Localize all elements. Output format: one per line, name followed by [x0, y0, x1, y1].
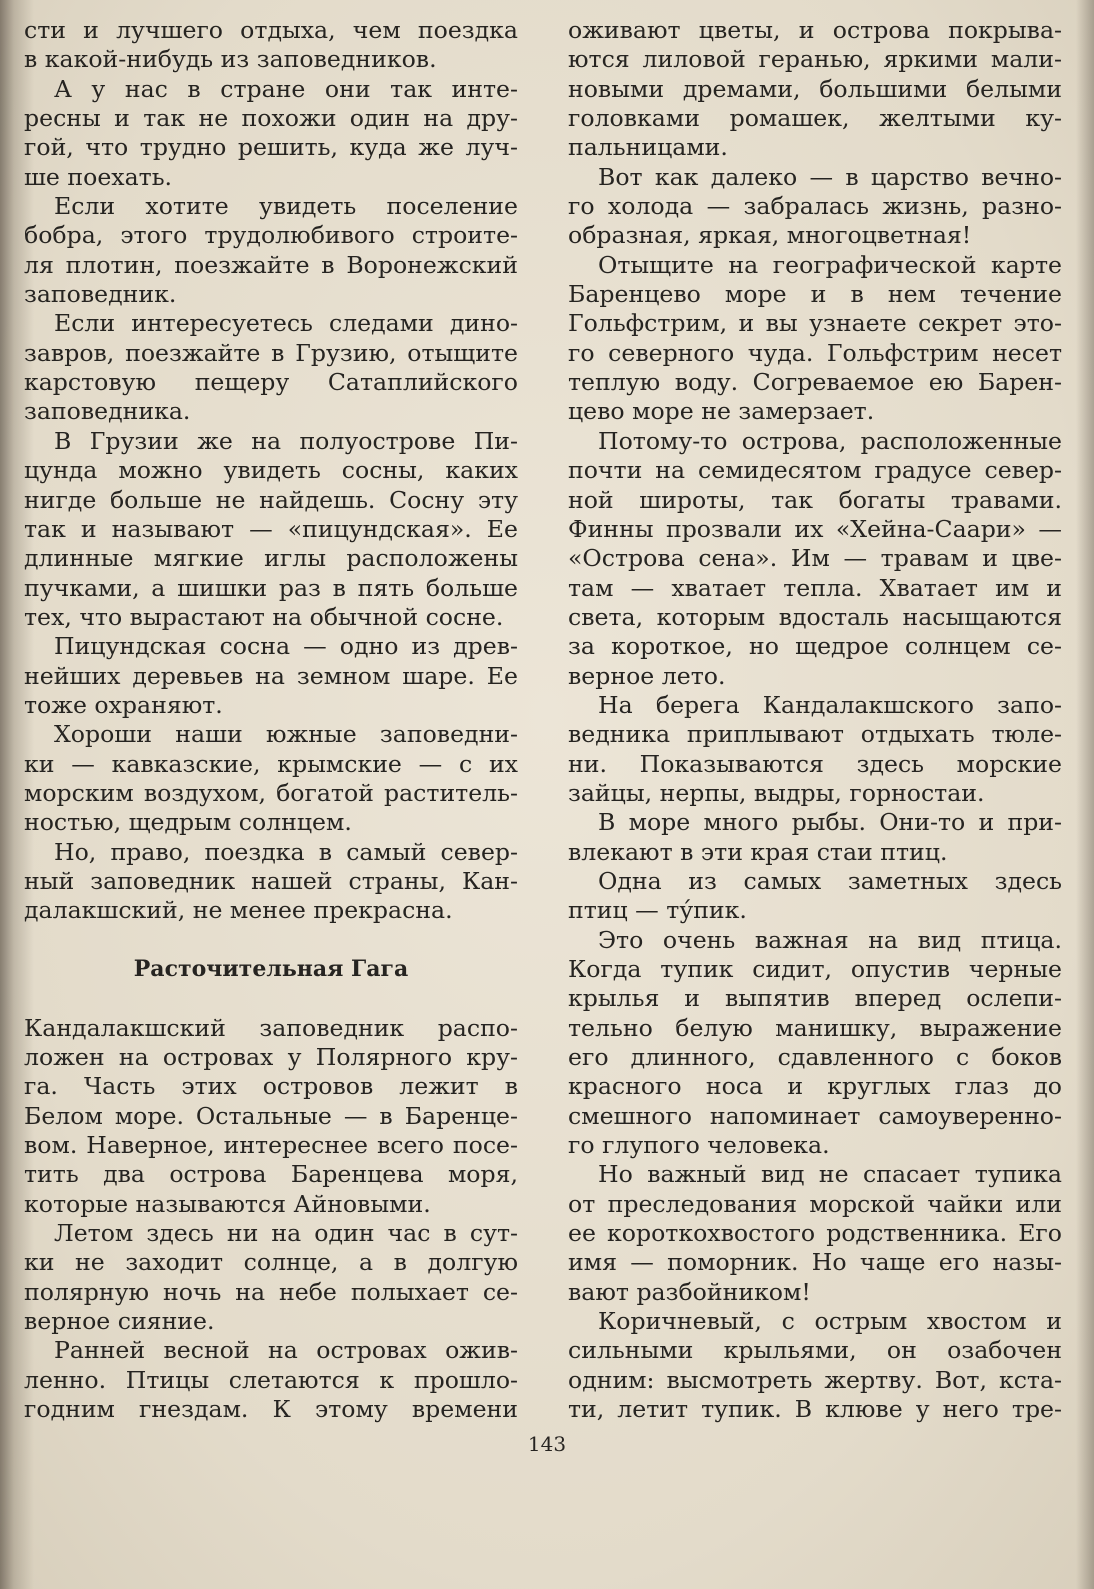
- text-line: верное лето.: [568, 661, 726, 690]
- text-line: морским воздухом, богатой раститель-: [24, 778, 518, 807]
- text-line: теплую воду. Согреваемое ею Барен-: [568, 368, 1062, 397]
- text-line: Это очень важная на вид птица.: [598, 925, 1062, 954]
- text-line: света, которым вдосталь насыщаются: [568, 602, 1062, 631]
- text-line: ки — кавказские, крымские — с их: [24, 749, 518, 778]
- text-line: вают разбойником!: [568, 1277, 811, 1306]
- section-heading: Расточительная Гага: [133, 956, 409, 982]
- text-line: Но важный вид не спасает тупика: [598, 1160, 1062, 1189]
- text-line: ни. Показываются здесь морские: [568, 749, 1062, 778]
- text-line: имя — поморник. Но чаще его назы-: [568, 1248, 1062, 1277]
- text-line: нейших деревьев на земном шаре. Ее: [24, 661, 518, 690]
- text-line: крылья и выпятив вперед ослепи-: [568, 984, 1062, 1013]
- text-line: Вот как далеко — в царство вечно-: [598, 162, 1062, 191]
- text-line: его длинного, сдавленного с боков: [568, 1043, 1062, 1072]
- text-line: го северного чуда. Гольфстрим несет: [568, 338, 1062, 367]
- text-line: годним гнездам. К этому времени: [24, 1395, 518, 1424]
- text-line: На берега Кандалакшского запо-: [598, 690, 1062, 719]
- right-column-body: [568, 16, 1062, 1425]
- text-line: почти на семидесятом градусе север-: [568, 456, 1062, 485]
- text-line: Гольфстрим, и вы узнаете секрет это-: [568, 309, 1062, 338]
- page-number: 143: [527, 1432, 567, 1456]
- text-line: ной широты, так богаты травами.: [568, 485, 1062, 514]
- text-line: Пицундская сосна — одно из древ-: [54, 632, 518, 661]
- text-line: Летом здесь ни на один час в сут-: [54, 1219, 518, 1248]
- text-line: полярную ночь на небе полыхает се-: [24, 1277, 518, 1306]
- text-line: птиц — ту́пик.: [568, 896, 747, 925]
- text-line: влекают в эти края стаи птиц.: [568, 837, 948, 866]
- left-column-section-body: [24, 1014, 518, 1425]
- text-line: далакшский, не менее прекрасна.: [24, 896, 453, 925]
- text-line: ее короткохвостого родственника. Его: [568, 1219, 1062, 1248]
- text-line: вом. Наверное, интереснее всего посе-: [24, 1131, 518, 1160]
- text-line: в какой-нибудь из заповедников.: [24, 45, 437, 74]
- text-line: Одна из самых заметных здесь: [598, 866, 1062, 895]
- text-line: Когда тупик сидит, опустив черные: [568, 955, 1062, 983]
- text-line: там — хватает тепла. Хватает им и: [568, 573, 1062, 602]
- text-line: образная, яркая, многоцветная!: [568, 221, 972, 250]
- text-line: от преследования морской чайки или: [568, 1189, 1062, 1218]
- text-line: заповедник.: [24, 280, 177, 309]
- text-line: пучками, а шишки раз в пять больше: [24, 573, 518, 602]
- text-line: Потому-то острова, расположенные: [598, 426, 1062, 455]
- text-line: ностью, щедрым солнцем.: [24, 808, 352, 837]
- text-line: Если хотите увидеть поселение: [54, 192, 518, 221]
- text-line: ше поехать.: [24, 162, 173, 191]
- text-line: сильными крыльями, он озабочен: [568, 1336, 1062, 1365]
- text-line: верное сияние.: [24, 1307, 215, 1336]
- text-line: ведника приплывают отдыхать тюле-: [568, 720, 1062, 749]
- text-line: заповедника.: [24, 397, 191, 426]
- left-column: [24, 16, 518, 1425]
- text-line: за короткое, но щедрое солнцем се-: [568, 632, 1062, 661]
- text-line: пальницами.: [568, 133, 728, 162]
- text-line: цунда можно увидеть сосны, каких: [24, 456, 518, 485]
- right-column: [568, 16, 1062, 1425]
- text-line: тех, что вырастают на обычной сосне.: [24, 602, 504, 631]
- text-line: Если интересуетесь следами дино-: [54, 309, 518, 338]
- text-line: гой, что трудно решить, куда же луч-: [24, 133, 518, 162]
- text-line: ный заповедник нашей страны, Кан-: [24, 866, 518, 895]
- text-line: тоже охраняют.: [24, 690, 223, 719]
- text-line: головками ромашек, желтыми ку-: [568, 104, 1062, 133]
- text-line: одним: высмотреть жертву. Вот, кста-: [568, 1365, 1062, 1394]
- text-line: Белом море. Остальные — в Баренце-: [24, 1101, 518, 1130]
- text-line: В море много рыбы. Они-то и при-: [598, 808, 1062, 837]
- text-line: Но, право, поездка в самый север-: [54, 837, 518, 866]
- text-line: новыми дремами, большими белыми: [568, 74, 1062, 103]
- text-line: ются лиловой геранью, яркими мали-: [568, 45, 1062, 74]
- spacer: [24, 984, 518, 1013]
- text-line: красного носа и круглых глаз до: [568, 1072, 1062, 1101]
- text-line: длинные мягкие иглы расположены: [24, 544, 518, 573]
- text-line: В Грузии же на полуострове Пи-: [54, 426, 518, 455]
- text-line: нигде больше не найдешь. Сосну эту: [24, 485, 518, 514]
- text-line: оживают цветы, и острова покрыва-: [568, 16, 1062, 44]
- text-line: тельно белую манишку, выражение: [568, 1013, 1062, 1042]
- text-line: Ранней весной на островах ожив-: [54, 1336, 518, 1365]
- text-line: Кандалакшский заповедник распо-: [24, 1013, 518, 1042]
- left-column-intro: [24, 16, 518, 926]
- text-line: ля плотин, поезжайте в Воронежский: [24, 250, 518, 279]
- text-line: ложен на островах у Полярного кру-: [24, 1043, 518, 1072]
- text-line: ки не заходит солнце, а в долгую: [24, 1248, 518, 1277]
- text-line: Баренцево море и в нем течение: [568, 280, 1062, 309]
- text-line: тить два острова Баренцева моря,: [24, 1160, 518, 1189]
- text-line: смешного напоминает самоуверенно-: [568, 1101, 1062, 1130]
- text-line: бобра, этого трудолюбивого строите-: [24, 221, 518, 250]
- spacer: [24, 926, 518, 955]
- text-line: Финны прозвали их «Хейна-Саари» —: [568, 514, 1062, 543]
- text-line: га. Часть этих островов лежит в: [24, 1072, 518, 1101]
- text-line: Хороши наши южные заповедни-: [54, 720, 518, 749]
- text-line: ти, летит тупик. В клюве у него тре-: [568, 1395, 1062, 1424]
- text-line: го холода — забралась жизнь, разно-: [568, 192, 1062, 221]
- text-line: ресны и так не похожи один на дру-: [24, 104, 518, 133]
- text-line: зайцы, нерпы, выдры, горностаи.: [568, 778, 985, 807]
- text-line: карстовую пещеру Сатаплийского: [24, 368, 518, 397]
- text-line: «Острова сена». Им — травам и цве-: [568, 544, 1062, 573]
- text-line: цево море не замерзает.: [568, 397, 875, 426]
- text-line: Коричневый, с острым хвостом и: [598, 1307, 1062, 1336]
- text-line: го глупого человека.: [568, 1131, 830, 1160]
- text-line: А у нас в стране они так инте-: [54, 74, 518, 103]
- text-line: которые называются Айновыми.: [24, 1189, 431, 1218]
- text-line: так и называют — «пицундская». Ее: [24, 514, 518, 543]
- text-line: завров, поезжайте в Грузию, отыщите: [24, 338, 518, 367]
- text-line: ленно. Птицы слетаются к прошло-: [24, 1365, 518, 1394]
- text-line: Отыщите на географической карте: [598, 250, 1062, 279]
- text-line: сти и лучшего отдыха, чем поездка: [24, 16, 518, 44]
